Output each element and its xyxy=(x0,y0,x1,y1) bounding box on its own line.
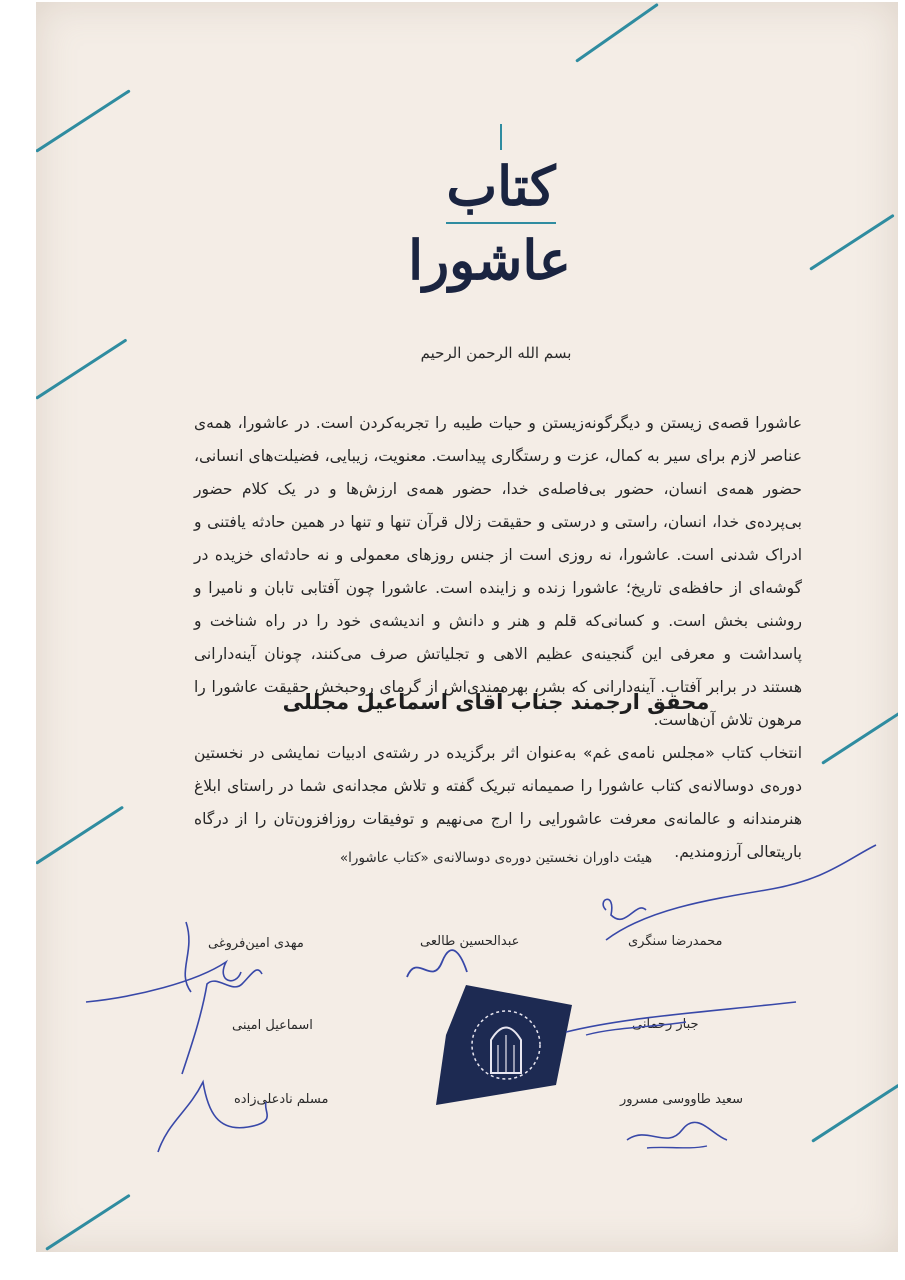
signatory-name-6: سعید طاووسی مسرور xyxy=(620,1092,744,1107)
signature-4-stroke xyxy=(556,997,806,1047)
bismillah: بسم الله الرحمن الرحیم xyxy=(420,344,572,362)
signature-5-scribble xyxy=(162,954,272,1084)
signature-6-scribble xyxy=(622,1110,732,1160)
ashura-emblem xyxy=(436,985,572,1105)
signatory-name-5: اسماعیل امینی xyxy=(232,1018,313,1033)
signatory-name-1: محمدرضا سنگری xyxy=(628,934,723,949)
logo-rule-top xyxy=(500,124,502,150)
decor-stroke xyxy=(36,89,131,153)
decor-stroke xyxy=(36,806,124,865)
decor-stroke xyxy=(809,214,895,271)
decor-stroke xyxy=(36,338,127,399)
citation-paragraph: انتخاب کتاب «مجلس نامه‌ی غم» به‌عنوان اثر برگزیده در رشته‌ی ادبیات نمایشی در نخستین دوره‌ی دوسالانه‌ی کتاب عاشورا را صمیمانه تبریک گفته و تلاش مجدانه‌ی شما در راستای ابلاغ هنرمندانه و عالمانه‌ی معرفت عاشورایی را ارج می‌نهیم و توفیقات روزافزون‌تان را از درگاه باریتعالی آرزومندیم. xyxy=(194,744,802,861)
logo-divider xyxy=(446,222,556,224)
signature-7-scribble xyxy=(148,1072,268,1162)
decor-stroke xyxy=(821,708,898,765)
decor-stroke xyxy=(811,1084,898,1143)
certificate-paper xyxy=(36,2,898,1252)
decor-stroke xyxy=(575,3,659,63)
kitab-ashura-logo xyxy=(408,120,571,292)
signatory-name-3: مهدی امین‌فروغی xyxy=(208,936,304,951)
signatory-name-4: جبار رحمانی xyxy=(632,1017,699,1032)
signatory-name-2: عبدالحسین طالعی xyxy=(420,934,520,949)
decor-stroke xyxy=(45,1194,131,1251)
intro-paragraph: عاشورا قصه‌ی زیستن و دیگرگونه‌زیستن و حیات طیبه را تجربه‌کردن است. در عاشورا، همه‌ی عناصر لازم برای سیر به کمال، عزت و رستگاری پیداست. معنویت، زیبایی، فضیلت‌های انسانی، حضور همه‌ی انسان، حضور بی‌فاصله‌ی خدا، حضور همه‌ی ارزش‌ها و در یک کلام حضور بی‌پرده‌ی خدا، انسان، راستی و درستی و حقیقت زلال قرآن تنها و تنها در همین حادثه یافتنی و ادراک شدنی است. عاشورا، نه روزی است از جنس روزهای معمولی و نه حادثه‌ای خزیده در گوشه‌ای از حافظه‌ی تاریخ؛ عاشورا زنده و زاینده است. عاشورا چون آفتابی تابان و نامیرا و روشنی بخش است. و کسانی‌که قلم و هنر و دانش و اندیشه‌ی خود را در راه شناخت و پاسداشت و معرفی این گنجینه‌ی عظیم الاهی و تجلیاتش صرف می‌کنند، چونان آینه‌دارانی هستند در برابر آفتاب. آینه‌دارانی که بشر، بهره‌مندی‌اش از گرمای روحبخش حقیقت عاشورا را مرهون تلاش آن‌هاست. xyxy=(194,414,802,729)
logo-title-line1: کتاب xyxy=(446,154,556,218)
jury-caption: هیئت داوران نخستین دوره‌ی دوسالانه‌ی «کتاب عاشورا» xyxy=(339,850,653,866)
signatory-name-7: مسلم نادعلی‌زاده xyxy=(234,1092,329,1107)
recipient-name: محقق ارجمند جناب آقای اسماعیل مجللی xyxy=(282,690,710,714)
logo-title-line2: عاشورا xyxy=(408,228,571,292)
